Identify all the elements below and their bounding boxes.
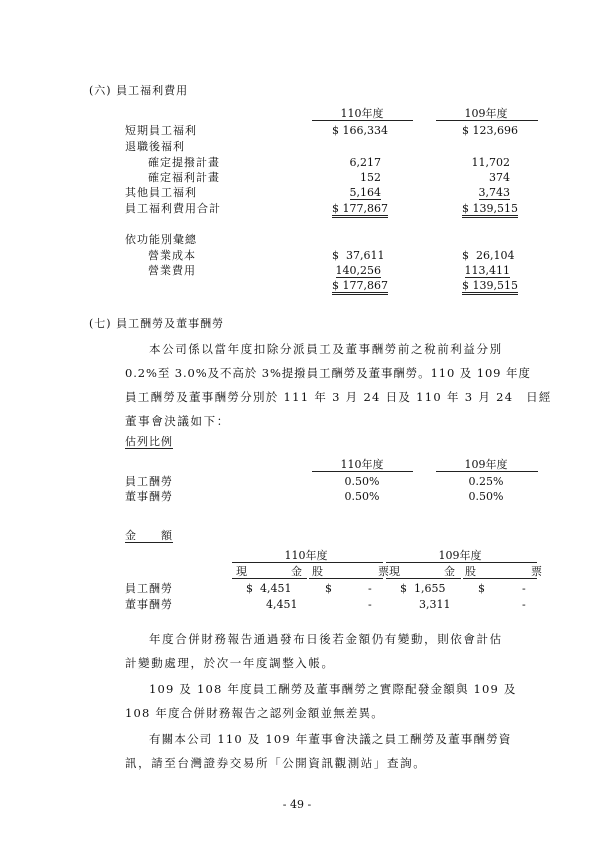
stock-value-2021: - bbox=[368, 582, 372, 595]
row-value-2021 bbox=[322, 264, 381, 277]
stock-currency-2020: $ bbox=[478, 582, 485, 595]
note-line: 有關本公司 110 及 109 年董事會決議之員工酬勞及董事酬勞資 bbox=[149, 732, 512, 746]
double-underlined-value: $ 139,515 bbox=[462, 202, 518, 218]
amount-row-label: 員工酬勞 bbox=[125, 582, 173, 595]
ratio-col-2021: 110年度 bbox=[340, 458, 384, 471]
row-value-2021: 6,217 bbox=[349, 156, 381, 169]
amount-title bbox=[125, 529, 173, 542]
ratio-title bbox=[125, 435, 173, 448]
subheader-cash-2020: 現 金 bbox=[389, 565, 455, 578]
row-label: 退職後福利 bbox=[125, 140, 185, 153]
row-value-2020: 374 bbox=[489, 171, 510, 184]
sub-rule bbox=[309, 578, 383, 579]
double-underlined-value: $ 139,515 bbox=[462, 279, 518, 295]
section-7-heading: (七) 員工酬勞及董事酬勞 bbox=[89, 317, 225, 330]
underlined-title: 估列比例 bbox=[125, 435, 173, 448]
total-value-2021 bbox=[332, 202, 388, 215]
function-title: 依功能別彙總 bbox=[125, 233, 197, 246]
cash-value-2020: $ 1,655 bbox=[400, 582, 446, 595]
row-value-2020 bbox=[452, 264, 510, 277]
row-label: 營業成本 bbox=[148, 249, 196, 262]
col-header-rule-2021 bbox=[312, 120, 413, 121]
amount-col-2021: 110年度 bbox=[284, 549, 328, 562]
amount-col-2020: 109年度 bbox=[438, 549, 482, 562]
sub-rule bbox=[463, 578, 537, 579]
row-value-2020: $ 26,104 bbox=[462, 249, 515, 262]
total-value-2020 bbox=[462, 202, 518, 215]
stock-value-2021: - bbox=[368, 598, 372, 611]
sub-rule bbox=[232, 578, 307, 579]
underlined-value: 140,256 bbox=[335, 264, 381, 277]
note-line: 109 及 108 年度員工酬勞及董事酬勞之實際配發金額與 109 及 bbox=[149, 682, 517, 696]
paragraph-line: 董事會決議如下： bbox=[125, 414, 230, 428]
sub-rule bbox=[386, 578, 461, 579]
ratio-row-label: 員工酬勞 bbox=[125, 475, 173, 488]
cash-value-2021: 4,451 bbox=[266, 598, 298, 611]
col-header-2021: 110年度 bbox=[340, 107, 384, 120]
row-value-2020: 11,702 bbox=[471, 156, 510, 169]
cash-value-2021: $ 4,451 bbox=[246, 582, 292, 595]
row-label: 確定提撥計畫 bbox=[148, 156, 220, 169]
ratio-value-2020: 0.50% bbox=[468, 490, 504, 503]
underlined-value: 113,411 bbox=[464, 264, 510, 277]
row-label: 其他員工福利 bbox=[125, 186, 197, 199]
col-header-2020: 109年度 bbox=[464, 107, 508, 120]
underlined-value: 3,743 bbox=[478, 186, 510, 199]
row-value-2020: $ 123,696 bbox=[462, 124, 518, 137]
ratio-row-label: 董事酬勞 bbox=[125, 490, 173, 503]
note-line: 年度合併財務報告通過發布日後若金額仍有變動，則依會計估 bbox=[149, 632, 503, 646]
stock-value-2020: - bbox=[522, 598, 526, 611]
paragraph-line: 本公司係以當年度扣除分派員工及董事酬勞前之稅前利益分別 bbox=[149, 342, 503, 356]
paragraph-line: 0.2%至 3.0%及不高於 3%提撥員工酬勞及董事酬勞。110 及 109 年度 bbox=[125, 366, 531, 380]
subheader-stock-2021: 股 票 bbox=[312, 565, 389, 578]
subheader-cash-2021: 現 金 bbox=[236, 565, 302, 578]
amount-rule-2021 bbox=[232, 562, 383, 563]
cash-value-2020: 3,311 bbox=[419, 598, 451, 611]
paragraph-line: 員工酬勞及董事酬勞分別於 111 年 3 月 24 日及 110 年 3 月 24 日經 bbox=[125, 390, 552, 404]
row-value-2021: $ 37,611 bbox=[332, 249, 385, 262]
stock-currency-2021: $ bbox=[325, 582, 332, 595]
ratio-value-2020: 0.25% bbox=[468, 475, 504, 488]
ratio-rule-2021 bbox=[312, 471, 413, 472]
row-value-2021: 152 bbox=[360, 171, 381, 184]
amount-row-label: 董事酬勞 bbox=[125, 598, 173, 611]
row-label: 確定福利計畫 bbox=[148, 171, 220, 184]
double-underlined-value: $ 177,867 bbox=[332, 279, 388, 295]
page-number: - 49 - bbox=[282, 798, 312, 811]
underlined-value: 5,164 bbox=[349, 186, 381, 199]
row-value-2021 bbox=[331, 186, 381, 199]
note-line: 計變動處理，於次一年度調整入帳。 bbox=[125, 656, 335, 670]
note-line: 訊，請至台灣證券交易所「公開資訊觀測站」查詢。 bbox=[125, 756, 427, 770]
note-line: 108 年度合併財務報告之認列金額並無差異。 bbox=[125, 706, 385, 720]
col-header-rule-2020 bbox=[436, 120, 538, 121]
row-label: 營業費用 bbox=[148, 264, 196, 277]
amount-rule-2020 bbox=[386, 562, 537, 563]
function-total-2021 bbox=[332, 279, 388, 292]
ratio-rule-2020 bbox=[436, 471, 538, 472]
ratio-value-2021: 0.50% bbox=[344, 490, 380, 503]
total-label: 員工福利費用合計 bbox=[125, 202, 221, 215]
double-underlined-value: $ 177,867 bbox=[332, 202, 388, 218]
row-value-2020 bbox=[459, 186, 510, 199]
section-6-heading: (六) 員工福利費用 bbox=[89, 84, 189, 97]
subheader-stock-2020: 股 票 bbox=[465, 565, 542, 578]
underlined-title: 金 額 bbox=[125, 529, 173, 542]
row-label: 短期員工福利 bbox=[125, 124, 197, 137]
row-value-2021: $ 166,334 bbox=[332, 124, 388, 137]
ratio-value-2021: 0.50% bbox=[344, 475, 380, 488]
function-total-2020 bbox=[462, 279, 518, 292]
stock-value-2020: - bbox=[522, 582, 526, 595]
ratio-col-2020: 109年度 bbox=[464, 458, 508, 471]
